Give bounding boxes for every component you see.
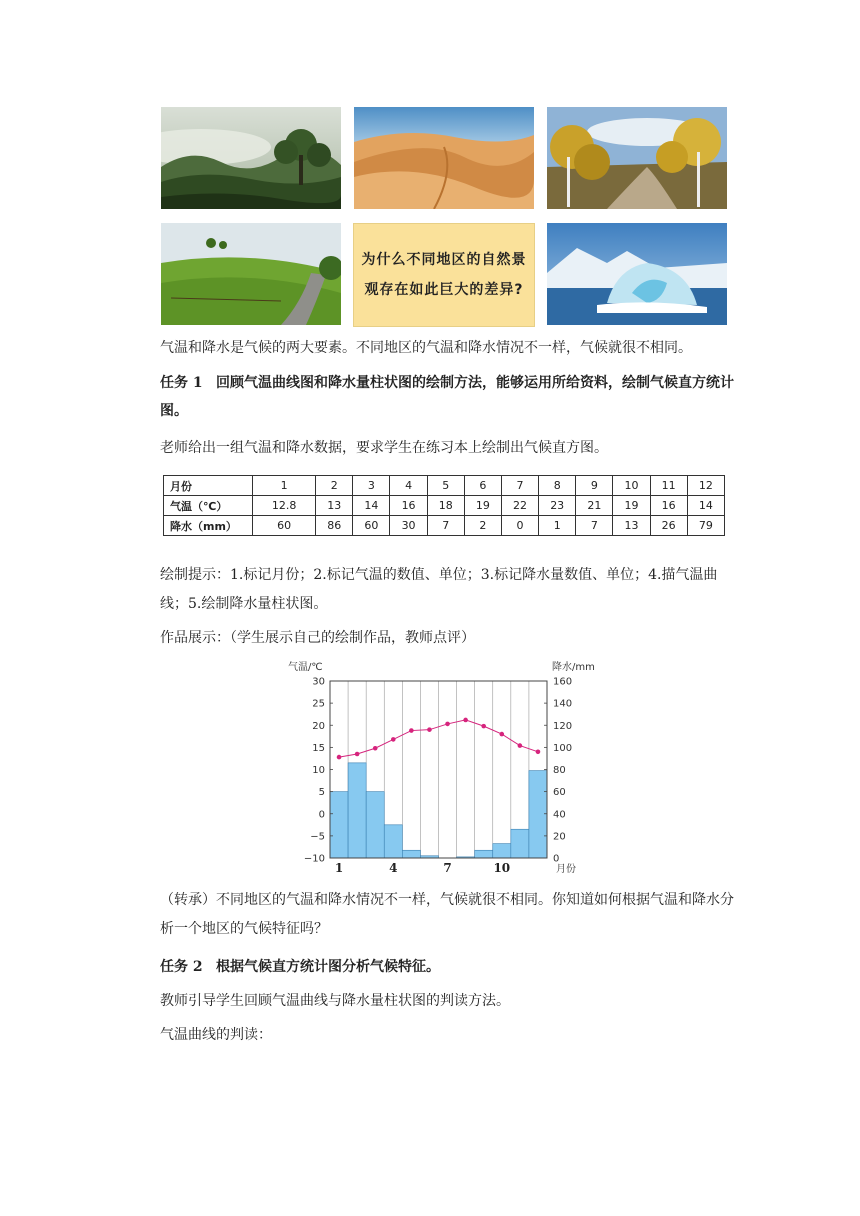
month-cell: 3: [353, 476, 390, 496]
temp-cell: 16: [650, 496, 687, 516]
table-row-precipitation: [164, 516, 725, 536]
precip-cell: 60: [253, 516, 316, 536]
precip-cell: 30: [390, 516, 427, 536]
precip-cell: 79: [687, 516, 724, 536]
guide-paragraph: 教师引导学生回顾气温曲线与降水量柱状图的判读方法。: [160, 993, 510, 1009]
table-row-temperature: [164, 496, 725, 516]
month-tick-label: 1: [334, 861, 344, 875]
month-cell: 6: [464, 476, 501, 496]
transition-paragraph: （转承）不同地区的气温和降水情况不一样，气候就很不相同。你知道如何根据气温和降水分析一个地区的气候特征吗？: [160, 892, 734, 937]
temp-cell: 19: [464, 496, 501, 516]
table-header-temperature: 气温（℃）: [164, 496, 253, 516]
photo-glacier: [547, 223, 727, 325]
month-cell: 10: [613, 476, 650, 496]
temp-cell: 14: [687, 496, 724, 516]
temp-point: [373, 746, 378, 751]
precip-cell: 1: [539, 516, 576, 536]
month-tick-label: 10: [493, 861, 511, 875]
temp-tick-label: 25: [312, 698, 325, 710]
temp-cell: 23: [539, 496, 576, 516]
task1-text: 回顾气温曲线图和降水量柱状图的绘制方法，能够运用所给资料，绘制气候直方统计图。: [160, 375, 734, 419]
precip-tick-label: 20: [553, 831, 566, 843]
precip-tick-label: 40: [553, 809, 566, 821]
task2-paragraph: [160, 955, 740, 979]
temp-cell: 12.8: [253, 496, 316, 516]
precip-tick-label: 160: [553, 676, 573, 688]
precip-tick-label: 0: [553, 853, 560, 865]
temp-tick-label: 15: [312, 742, 325, 754]
temp-tick-label: −5: [310, 831, 325, 843]
precip-cell: 0: [501, 516, 538, 536]
climate-data-table: [163, 475, 725, 536]
task1-paragraph: [160, 369, 740, 425]
table-row-months: [164, 476, 725, 496]
month-cell: 7: [501, 476, 538, 496]
temp-point: [427, 727, 432, 732]
month-cell: 2: [316, 476, 353, 496]
photo-autumn-trees: [547, 107, 727, 209]
temp-tick-label: 10: [312, 765, 325, 776]
precip-cell: 7: [427, 516, 464, 536]
temp-cell: 18: [427, 496, 464, 516]
precip-tick-label: 60: [553, 787, 566, 799]
temp-point: [536, 750, 541, 755]
temp-point: [391, 737, 396, 742]
temp-cell: 14: [353, 496, 390, 516]
task1-label: 任务 1: [160, 375, 203, 391]
precip-tick-label: 80: [553, 765, 566, 776]
temp-point: [337, 755, 342, 760]
precip-bar: [330, 792, 348, 858]
month-cell: 9: [576, 476, 613, 496]
temp-point: [499, 732, 504, 737]
question-line-2: 观存在如此巨大的差异?: [364, 282, 524, 298]
month-cell: 1: [253, 476, 316, 496]
precip-cell: 86: [316, 516, 353, 536]
question-box: [353, 223, 535, 327]
temp-tick-label: 30: [312, 676, 325, 688]
temp-cell: 13: [316, 496, 353, 516]
temp-point: [518, 743, 523, 748]
precip-cell: 26: [650, 516, 687, 536]
temp-tick-label: −10: [303, 853, 325, 865]
precip-bar: [493, 844, 511, 858]
precip-cell: 7: [576, 516, 613, 536]
temp-axis-label: 气温/℃: [288, 662, 323, 673]
precip-cell: 60: [353, 516, 390, 536]
climate-chart: [280, 656, 600, 878]
precip-bar: [402, 850, 420, 858]
precip-bar: [384, 825, 402, 858]
x-axis-label: 月份: [556, 864, 576, 875]
precip-bar: [348, 763, 366, 858]
photo-desert: [354, 107, 534, 209]
intro-paragraph: 气温和降水是气候的两大要素。不同地区的气温和降水情况不一样，气候就很不相同。: [160, 340, 692, 356]
temp-tick-label: 0: [318, 809, 325, 821]
task2-text: 根据气候直方统计图分析气候特征。: [215, 959, 440, 975]
temp-cell: 16: [390, 496, 427, 516]
table-header-precipitation: 降水（mm）: [164, 516, 253, 536]
month-cell: 5: [427, 476, 464, 496]
teacher-note: 老师给出一组气温和降水数据，要求学生在练习本上绘制出气候直方图。: [160, 440, 608, 456]
photo-forest: [161, 107, 341, 209]
temp-point: [463, 718, 468, 723]
precip-cell: 2: [464, 516, 501, 536]
temp-cell: 21: [576, 496, 613, 516]
precip-bar: [475, 850, 493, 858]
month-tick-label: 7: [443, 861, 452, 875]
precip-axis-label: 降水/mm: [552, 662, 595, 673]
question-line-1: 为什么不同地区的自然景: [361, 252, 527, 268]
precip-tick-label: 120: [553, 720, 573, 732]
month-cell: 4: [390, 476, 427, 496]
month-tick-label: 4: [389, 861, 398, 875]
precip-bar: [511, 829, 529, 858]
showcase-line: 作品展示：（学生展示自己的绘制作品，教师点评）: [160, 630, 475, 646]
precip-bar: [366, 792, 384, 858]
month-cell: 8: [539, 476, 576, 496]
precip-tick-label: 100: [553, 742, 573, 754]
temp-point: [481, 724, 486, 729]
temp-cell: 19: [613, 496, 650, 516]
temp-point: [355, 752, 360, 757]
drawing-hint: 绘制提示：1.标记月份；2.标记气温的数值、单位；3.标记降水量数值、单位；4.描气温曲线；5.绘制降水量柱状图。: [160, 567, 718, 612]
temp-tick-label: 20: [312, 720, 325, 732]
month-cell: 12: [687, 476, 724, 496]
precip-tick-label: 140: [553, 698, 573, 710]
temp-cell: 22: [501, 496, 538, 516]
temp-point: [409, 728, 414, 733]
month-cell: 11: [650, 476, 687, 496]
precip-bar: [529, 771, 547, 858]
task2-label: 任务 2: [160, 959, 203, 975]
temp-reading-heading: 气温曲线的判读：: [160, 1027, 272, 1043]
photo-grassland-road: [161, 223, 341, 325]
temp-point: [445, 722, 450, 727]
temp-tick-label: 5: [318, 787, 325, 799]
table-header-month: 月份: [164, 476, 253, 496]
precip-cell: 13: [613, 516, 650, 536]
